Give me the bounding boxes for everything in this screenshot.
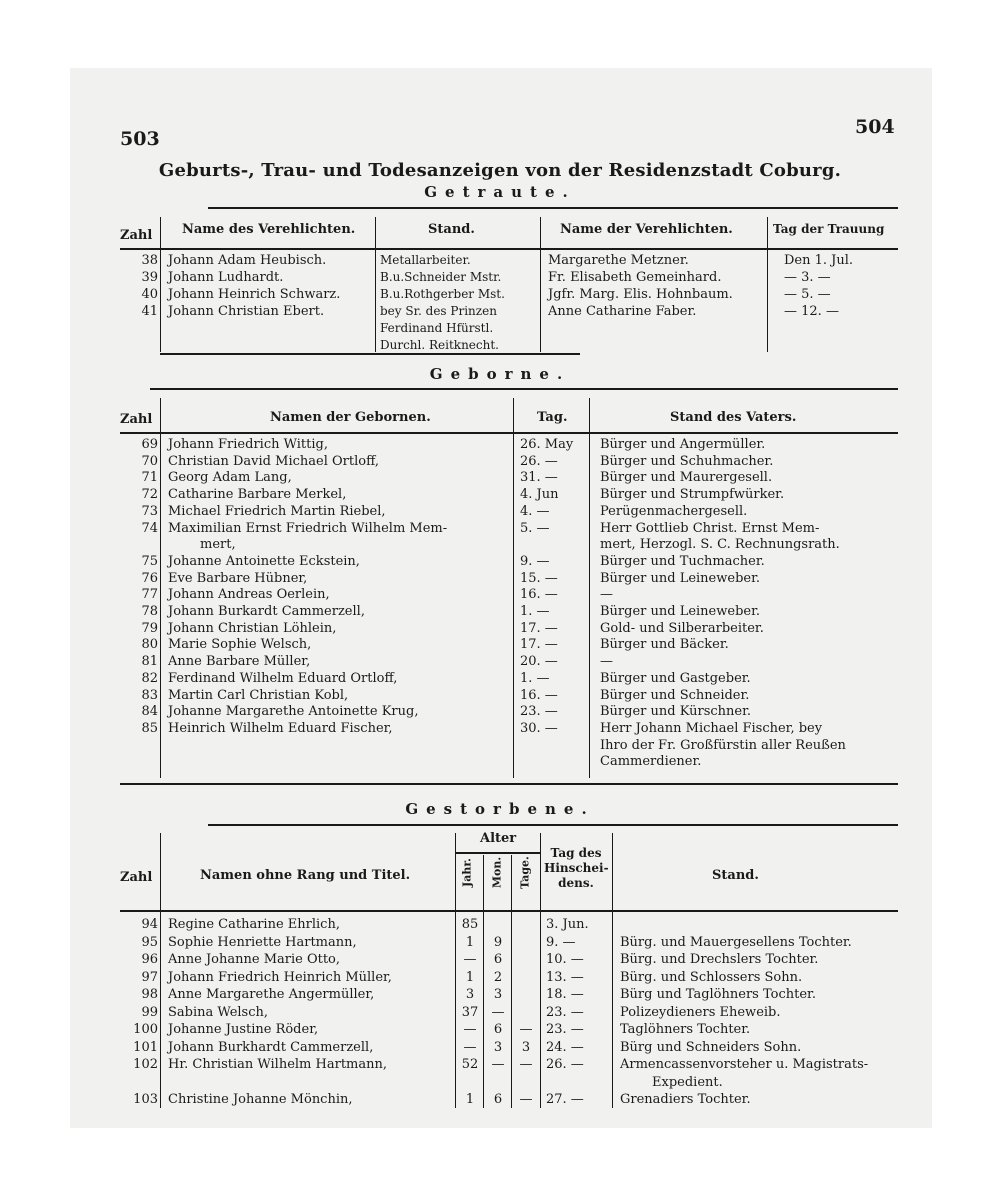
col-header-tag: Tag der Trauung: [773, 222, 885, 236]
wedding-date: — 5. —: [784, 287, 831, 302]
father-stand: mert, Herzogl. S. C. Rechnungsrath.: [600, 537, 840, 552]
col-header-tag: Tag.: [537, 410, 568, 425]
row-number: 82: [141, 671, 158, 686]
birth-date: 16. —: [520, 688, 558, 703]
row-number: 85: [141, 721, 158, 736]
father-stand: Bürger und Gastgeber.: [600, 671, 751, 686]
father-stand: —: [600, 587, 613, 602]
father-stand: Herr Johann Michael Fischer, bey: [600, 721, 823, 736]
age-years: —: [463, 1040, 477, 1055]
groom-stand-continued: Ferdinand Hfürstl.: [380, 321, 494, 335]
col-divider: [612, 833, 613, 1108]
birth-date: 17. —: [520, 637, 558, 652]
row-number: 72: [141, 487, 158, 502]
row-number: 83: [141, 688, 158, 703]
wedding-date: Den 1. Jul.: [784, 253, 854, 268]
page-number-left: 503: [120, 128, 160, 150]
birth-date: 31. —: [520, 470, 558, 485]
child-name: Johann Burkardt Cammerzell,: [168, 604, 365, 619]
row-number: 78: [141, 604, 158, 619]
col-divider: [540, 833, 541, 1108]
age-days: —: [519, 1022, 533, 1037]
child-name: Johanne Antoinette Eckstein,: [168, 554, 360, 569]
bride-name: Jgfr. Marg. Elis. Hohnbaum.: [548, 287, 733, 302]
age-months: —: [491, 1057, 505, 1072]
father-stand: Bürger und Maurergesell.: [600, 470, 773, 485]
father-stand: Bürger und Leineweber.: [600, 604, 761, 619]
row-number: 81: [141, 654, 158, 669]
father-stand: Perügenmachergesell.: [600, 504, 748, 519]
page-number-right: 504: [855, 116, 895, 138]
col-header-alter: Alter: [480, 831, 517, 846]
father-stand: —: [600, 654, 613, 669]
child-name: mert,: [200, 537, 236, 552]
father-stand: Herr Gottlieb Christ. Ernst Mem-: [600, 521, 820, 536]
col-divider: [160, 217, 161, 352]
father-stand: Bürger und Kürschner.: [600, 704, 752, 719]
groom-name: Johann Christian Ebert.: [168, 304, 325, 319]
age-months: 9: [493, 935, 503, 950]
col-header-stand: Stand.: [712, 868, 759, 883]
birth-date: 20. —: [520, 654, 558, 669]
rule: [208, 207, 898, 209]
col-header-name: Namen der Gebornen.: [270, 410, 431, 425]
age-days: —: [519, 1092, 533, 1107]
age-years: 1: [465, 1092, 475, 1107]
col-divider: [513, 398, 514, 778]
deceased-stand: Bürg und Taglöhners Tochter.: [620, 987, 816, 1002]
age-years: 3: [465, 987, 475, 1002]
deceased-name: Regine Catharine Ehrlich,: [168, 917, 340, 932]
death-date: 23. —: [546, 1022, 584, 1037]
col-divider: [589, 398, 590, 778]
groom-name: Johann Ludhardt.: [168, 270, 284, 285]
deceased-stand: Bürg und Schneiders Sohn.: [620, 1040, 802, 1055]
child-name: Georg Adam Lang,: [168, 470, 292, 485]
birth-date: 4. —: [520, 504, 550, 519]
birth-date: 23. —: [520, 704, 558, 719]
row-number: 40: [141, 287, 158, 302]
rule: [455, 852, 540, 854]
rule: [120, 910, 898, 912]
death-date: 13. —: [546, 970, 584, 985]
section-heading-gestorbene: Gestorbene.: [405, 800, 595, 818]
age-years: —: [463, 1022, 477, 1037]
groom-stand: Metallarbeiter.: [380, 253, 471, 267]
age-months: 6: [493, 952, 503, 967]
child-name: Johanne Margarethe Antoinette Krug,: [168, 704, 419, 719]
age-years: 1: [465, 970, 475, 985]
father-stand: Bürger und Angermüller.: [600, 437, 766, 452]
death-date: 3. Jun.: [546, 917, 589, 932]
section-heading-geborne: Geborne.: [429, 365, 571, 383]
father-stand: Gold- und Silberarbeiter.: [600, 621, 764, 636]
row-number: 96: [141, 952, 158, 967]
deceased-name: Hr. Christian Wilhelm Hartmann,: [168, 1057, 388, 1072]
rule: [120, 783, 898, 785]
child-name: Michael Friedrich Martin Riebel,: [168, 504, 386, 519]
birth-date: 16. —: [520, 587, 558, 602]
col-divider: [511, 855, 512, 1108]
birth-date: 1. —: [520, 604, 550, 619]
age-months: 3: [493, 987, 503, 1002]
row-number: 97: [141, 970, 158, 985]
row-number: 69: [141, 437, 158, 452]
birth-date: 1. —: [520, 671, 550, 686]
deceased-stand: Bürg. und Drechslers Tochter.: [620, 952, 819, 967]
row-number: 103: [133, 1092, 158, 1107]
father-stand: Bürger und Tuchmacher.: [600, 554, 765, 569]
age-months: 3: [493, 1040, 503, 1055]
child-name: Johann Andreas Oerlein,: [168, 587, 330, 602]
father-stand: Ihro der Fr. Großfürstin aller Reußen: [600, 738, 846, 753]
child-name: Anne Barbare Müller,: [168, 654, 311, 669]
row-number: 73: [141, 504, 158, 519]
row-number: 98: [141, 987, 158, 1002]
row-number: 94: [141, 917, 158, 932]
rule: [120, 432, 898, 434]
bride-name: Fr. Elisabeth Gemeinhard.: [548, 270, 722, 285]
row-number: 95: [141, 935, 158, 950]
birth-date: 26. —: [520, 454, 558, 469]
row-number: 100: [133, 1022, 158, 1037]
row-number: 79: [141, 621, 158, 636]
father-stand: Bürger und Strumpfwürker.: [600, 487, 785, 502]
groom-name: Johann Heinrich Schwarz.: [168, 287, 341, 302]
bride-name: Anne Catharine Faber.: [548, 304, 697, 319]
age-days: 3: [521, 1040, 531, 1055]
birth-date: 9. —: [520, 554, 550, 569]
col-header-name2: Name der Verehlichten.: [560, 222, 733, 237]
deceased-name: Johann Burkhardt Cammerzell,: [168, 1040, 374, 1055]
rule: [208, 824, 898, 826]
birth-date: 30. —: [520, 721, 558, 736]
age-months: 6: [493, 1092, 503, 1107]
page-title: Geburts-, Trau- und Todesanzeigen von der Residenzstadt Coburg.: [158, 160, 842, 181]
child-name: Johann Friedrich Wittig,: [168, 437, 328, 452]
child-name: Ferdinand Wilhelm Eduard Ortloff,: [168, 671, 398, 686]
father-stand: Bürger und Leineweber.: [600, 571, 761, 586]
deceased-name: Sabina Welsch,: [168, 1005, 269, 1020]
row-number: 71: [141, 470, 158, 485]
col-header-name: Namen ohne Rang und Titel.: [200, 868, 411, 883]
groom-name: Johann Adam Heubisch.: [168, 253, 327, 268]
groom-stand: bey Sr. des Prinzen: [380, 304, 497, 318]
death-date: 10. —: [546, 952, 584, 967]
col-divider: [160, 398, 161, 778]
row-number: 38: [141, 253, 158, 268]
col-header-zahl: Zahl: [120, 228, 153, 243]
rule: [150, 388, 898, 390]
row-number: 77: [141, 587, 158, 602]
age-years: 52: [461, 1057, 479, 1072]
col-divider: [767, 217, 768, 352]
father-stand: Cammerdiener.: [600, 754, 702, 769]
birth-date: 5. —: [520, 521, 550, 536]
wedding-date: — 12. —: [784, 304, 839, 319]
child-name: Marie Sophie Welsch,: [168, 637, 312, 652]
col-header-name: Name des Verehlichten.: [182, 222, 356, 237]
col-divider: [455, 833, 456, 1108]
deceased-stand: Grenadiers Tochter.: [620, 1092, 751, 1107]
age-years: —: [463, 952, 477, 967]
deceased-stand: Armencassenvorsteher u. Magistrats-: [620, 1057, 869, 1072]
row-number: 74: [141, 521, 158, 536]
col-header-stand: Stand des Vaters.: [670, 410, 797, 425]
col-header-tag-des-hinscheidens: Tag des Hinschei-dens.: [544, 846, 609, 890]
birth-date: 17. —: [520, 621, 558, 636]
row-number: 101: [133, 1040, 158, 1055]
child-name: Heinrich Wilhelm Eduard Fischer,: [168, 721, 393, 736]
rule: [120, 248, 898, 250]
child-name: Martin Carl Christian Kobl,: [168, 688, 349, 703]
age-months: 2: [493, 970, 503, 985]
birth-date: 26. May: [520, 437, 574, 452]
deceased-stand: Bürg. und Mauergesellens Tochter.: [620, 935, 852, 950]
row-number: 75: [141, 554, 158, 569]
child-name: Christian David Michael Ortloff,: [168, 454, 379, 469]
deceased-name: Christine Johanne Mönchin,: [168, 1092, 353, 1107]
col-header-mon: Mon.: [490, 856, 504, 889]
col-divider: [160, 833, 161, 1108]
death-date: 23. —: [546, 1005, 584, 1020]
deceased-stand: Taglöhners Tochter.: [620, 1022, 751, 1037]
birth-date: 4. Jun: [520, 487, 559, 502]
bride-name: Margarethe Metzner.: [548, 253, 689, 268]
deceased-stand: Polizeydieners Eheweib.: [620, 1005, 781, 1020]
section-heading-getraute: Getraute.: [424, 183, 576, 201]
col-header-zahl: Zahl: [120, 412, 153, 427]
age-months: 6: [493, 1022, 503, 1037]
rule: [160, 353, 580, 355]
wedding-date: — 3. —: [784, 270, 831, 285]
row-number: 41: [141, 304, 158, 319]
groom-stand-continued: Durchl. Reitknecht.: [380, 338, 499, 352]
child-name: Eve Barbare Hübner,: [168, 571, 308, 586]
row-number: 80: [141, 637, 158, 652]
col-divider: [540, 217, 541, 352]
age-years: 85: [461, 917, 479, 932]
deceased-name: Anne Margarethe Angermüller,: [168, 987, 375, 1002]
death-date: 9. —: [546, 935, 576, 950]
col-header-jahr: Jahr.: [460, 858, 474, 887]
row-number: 70: [141, 454, 158, 469]
deceased-name: Johanne Justine Röder,: [168, 1022, 319, 1037]
col-divider: [483, 855, 484, 1108]
child-name: Catharine Barbare Merkel,: [168, 487, 347, 502]
father-stand: Bürger und Schuhmacher.: [600, 454, 774, 469]
col-header-zahl: Zahl: [120, 870, 153, 885]
deceased-stand: Expedient.: [652, 1075, 723, 1090]
deceased-stand: Bürg. und Schlossers Sohn.: [620, 970, 803, 985]
father-stand: Bürger und Schneider.: [600, 688, 750, 703]
col-header-stand: Stand.: [428, 222, 475, 237]
deceased-name: Anne Johanne Marie Otto,: [168, 952, 341, 967]
death-date: 26. —: [546, 1057, 584, 1072]
age-days: —: [519, 1057, 533, 1072]
age-years: 1: [465, 935, 475, 950]
death-date: 18. —: [546, 987, 584, 1002]
groom-stand: B.u.Rothgerber Mst.: [380, 287, 505, 301]
row-number: 76: [141, 571, 158, 586]
father-stand: Bürger und Bäcker.: [600, 637, 729, 652]
death-date: 24. —: [546, 1040, 584, 1055]
col-header-tage: Tage.: [518, 856, 532, 889]
child-name: Maximilian Ernst Friedrich Wilhelm Mem-: [168, 521, 448, 536]
col-divider: [375, 217, 376, 352]
deceased-name: Johann Friedrich Heinrich Müller,: [168, 970, 392, 985]
age-months: —: [491, 1005, 505, 1020]
birth-date: 15. —: [520, 571, 558, 586]
child-name: Johann Christian Löhlein,: [168, 621, 337, 636]
death-date: 27. —: [546, 1092, 584, 1107]
row-number: 84: [141, 704, 158, 719]
row-number: 102: [133, 1057, 158, 1072]
row-number: 99: [141, 1005, 158, 1020]
age-years: 37: [461, 1005, 479, 1020]
row-number: 39: [141, 270, 158, 285]
deceased-name: Sophie Henriette Hartmann,: [168, 935, 357, 950]
groom-stand: B.u.Schneider Mstr.: [380, 270, 502, 284]
